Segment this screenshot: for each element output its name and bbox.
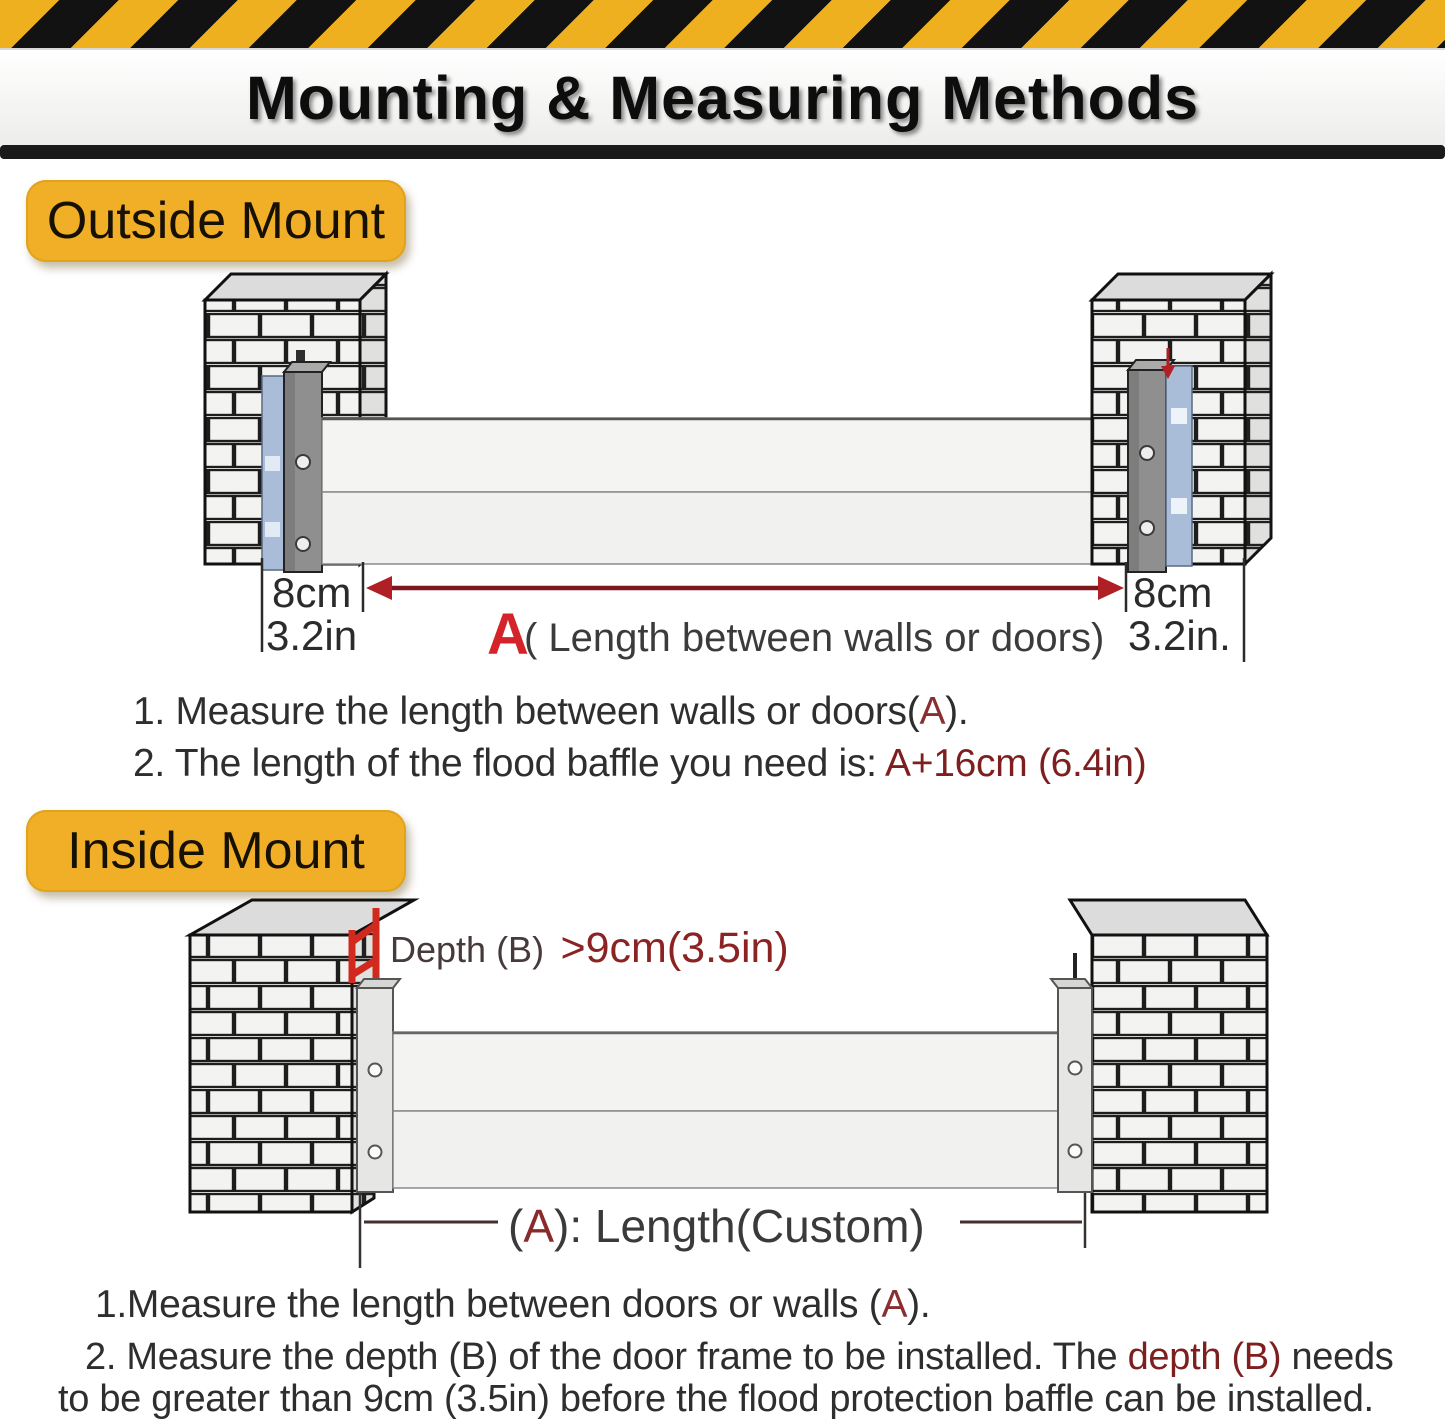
depth-label: Depth (B)	[390, 929, 545, 970]
inside-step-1	[95, 1283, 930, 1327]
inside-length-annotation	[360, 1193, 1085, 1268]
inside-step-1-letter: A	[881, 1283, 908, 1326]
divider-bar	[0, 145, 1445, 159]
length-label-pre: (	[508, 1200, 524, 1252]
outside-mount-badge-label: Outside Mount	[46, 192, 386, 250]
outside-step-2	[133, 742, 1146, 786]
inside-step-2-end: needs	[1281, 1336, 1394, 1378]
inside-length-label	[508, 1200, 925, 1252]
left-gap-cm-label: 8cm	[272, 569, 352, 616]
inside-step-2-red: depth (B)	[1127, 1336, 1282, 1378]
inside-step-1-text: 1.Measure the length between doors or walls (	[95, 1283, 882, 1326]
title-bar	[0, 50, 1445, 145]
inside-right-bracket	[1051, 979, 1092, 1192]
outside-step-2-value: A+16cm (6.4in)	[885, 742, 1147, 785]
right-gap-cm-label: 8cm	[1133, 569, 1213, 616]
span-letter-label: A	[487, 602, 529, 667]
inside-step-1-end: ).	[907, 1283, 931, 1326]
length-label-post: ): Length(Custom)	[554, 1200, 925, 1252]
right-gap-in-label: 3.2in.	[1128, 612, 1231, 659]
outside-step-1	[133, 690, 968, 734]
outside-step-2-text: 2. The length of the flood baffle you need is:	[133, 742, 886, 785]
outside-step-1-letter: A	[919, 690, 946, 733]
outside-mount-diagram	[0, 260, 1445, 680]
page-title: Mounting & Measuring Methods	[245, 63, 1200, 132]
inside-step-2-line-2	[58, 1378, 1374, 1421]
depth-annotation	[390, 924, 789, 972]
left-seal-strip	[262, 376, 285, 570]
left-gap-in-label: 3.2in	[266, 612, 358, 659]
inside-step-2-text: 2. Measure the depth (B) of the door frame to be installed. The	[85, 1336, 1128, 1378]
inside-mount-badge-label: Inside Mount	[67, 822, 365, 880]
hazard-stripe-band	[0, 0, 1445, 50]
span-text-label: ( Length between walls or doors)	[524, 616, 1105, 660]
inside-mount-diagram	[0, 880, 1445, 1280]
inside-step-2-continued: to be greater than 9cm (3.5in) before the flood protection baffle can be installed.	[58, 1378, 1374, 1420]
depth-value: >9cm(3.5in)	[560, 924, 789, 972]
inside-step-2-line-1	[85, 1336, 1394, 1379]
outside-step-1-text: 1. Measure the length between walls or doors(	[133, 690, 920, 733]
flood-barrier-panels	[322, 418, 1128, 564]
outside-dimension-annotation	[262, 558, 1244, 667]
inside-flood-barrier-panels	[393, 1032, 1058, 1188]
length-label-letter: A	[523, 1200, 555, 1252]
right-seal-strip	[1166, 366, 1192, 566]
outside-step-1-end: ).	[945, 690, 969, 733]
inside-right-brick-pillar	[1070, 900, 1267, 1212]
outside-mount-badge	[26, 180, 406, 262]
